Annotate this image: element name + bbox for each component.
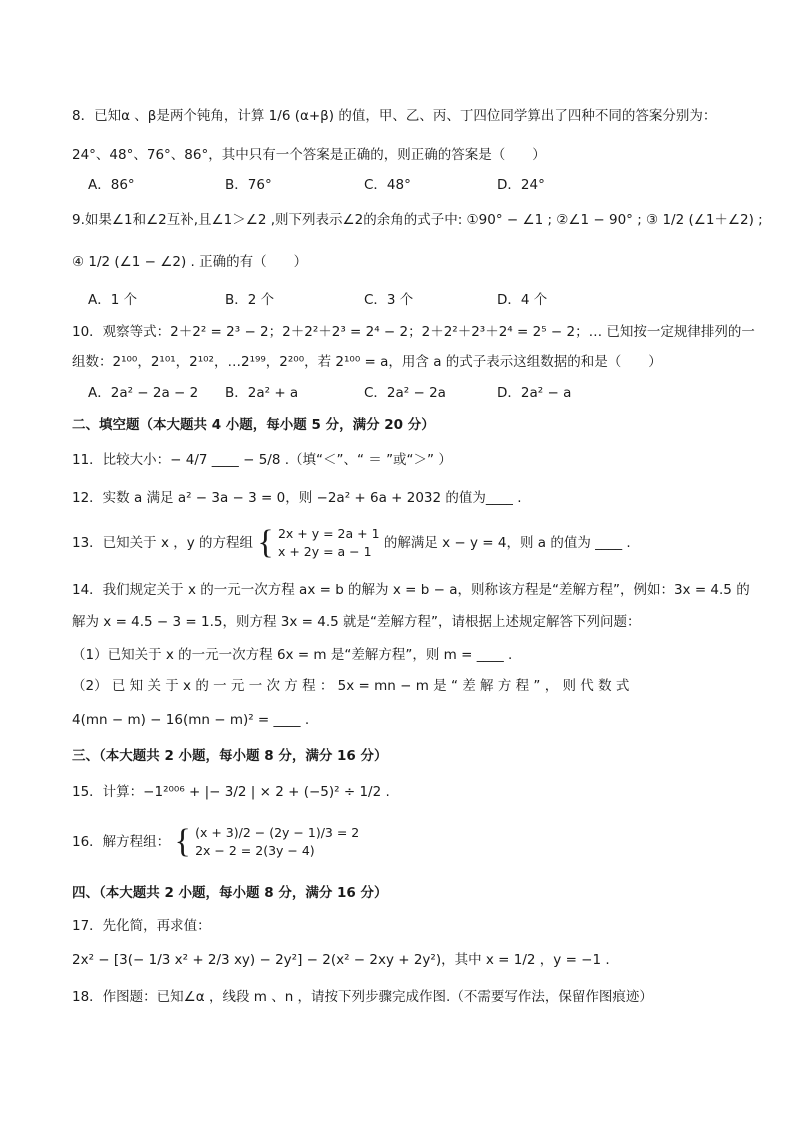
option-d: D．24° (497, 177, 545, 193)
equation-2: 2x − 2 = 2(3y − 4) (195, 843, 315, 858)
section-4-heading: 四、（本大题共 2 小题，每小题 8 分，满分 16 分） (72, 885, 388, 901)
equation-1: (x + 3)/2 − (2y − 1)/3 = 2 (195, 825, 360, 840)
equation-2: x + 2y = a − 1 (277, 544, 372, 559)
question-17-line-1: 17．先化简，再求值： (72, 918, 211, 934)
question-10-line-1: 10．观察等式：2＋2² = 2³ − 2；2＋2²＋2³ = 2⁴ − 2；2＋2²＋2³＋2⁴ = 2⁵ − 2；… 已知按一定规律排列的一 (72, 324, 755, 340)
question-13 (72, 523, 631, 563)
option-b: B．2a² + a (225, 385, 299, 401)
system-brace: { (174, 823, 191, 860)
question-8-line-1: 8．已知α 、β是两个钝角，计算 1/6 (α+β) 的值，甲、乙、丙、丁四位同学算出了四种不同的答案分别为： (72, 108, 717, 124)
option-c: C．3 个 (364, 292, 414, 308)
question-14-part-1: （1）已知关于 x 的一元一次方程 6x = m 是“差解方程”，则 m = ____ . (72, 647, 513, 663)
option-a: A．86° (88, 177, 135, 193)
question-10-options (88, 383, 728, 403)
section-3-heading: 三、（本大题共 2 小题，每小题 8 分，满分 16 分） (72, 748, 388, 764)
question-13-suffix: 的解满足 x − y = 4，则 a 的值为 ____ . (383, 535, 631, 551)
question-14-part-2-line-2: 4(mn − m) − 16(mn − m)² = ____ . (72, 712, 310, 728)
question-17-line-2: 2x² − [3(− 1/3 x² + 2/3 xy) − 2y²] − 2(x² − 2xy + 2y²)，其中 x = 1/2 ，y = −1 . (72, 952, 610, 968)
option-d: D．4 个 (497, 292, 548, 308)
question-14-part-2-line-1: （2） 已 知 关 于 x 的 一 元 一 次 方 程 ： 5x = mn − m 是 “ 差 解 方 程 ” ， 则 代 数 式 (72, 678, 630, 694)
question-18: 18．作图题：已知∠α ，线段 m 、n ，请按下列步骤完成作图.（不需要写作法，保留作图痕迹） (72, 989, 653, 1005)
option-a: A．2a² − 2a − 2 (88, 385, 199, 401)
option-c: C．48° (364, 177, 411, 193)
question-16 (72, 820, 359, 864)
question-15: 15．计算：−1²⁰⁰⁶ + |− 3/2 | × 2 + (−5)² ÷ 1/2 . (72, 784, 390, 800)
question-13-prefix: 13．已知关于 x ，y 的方程组 (72, 535, 254, 551)
option-b: B．76° (225, 177, 272, 193)
question-9-options (88, 290, 728, 310)
question-8-line-2: 24°、48°、76°、86°，其中只有一个答案是正确的，则正确的答案是（ ） (72, 147, 546, 163)
section-2-heading: 二、填空题（本大题共 4 小题，每小题 5 分，满分 20 分） (72, 417, 435, 433)
equation-system (278, 525, 380, 561)
system-brace: { (257, 524, 274, 561)
question-9-line-1: 9.如果∠1和∠2互补,且∠1＞∠2 ,则下列表示∠2的余角的式子中: ①90° − ∠1 ; ②∠1 − 90° ; ③ 1/2 (∠1＋∠2) ; (72, 212, 763, 228)
question-10-line-2: 组数：2¹⁰⁰，2¹⁰¹，2¹⁰²，…2¹⁹⁹，2²⁰⁰，若 2¹⁰⁰ = a，用含 a 的式子表示这组数据的和是（ ） (72, 354, 662, 370)
question-14-line-1: 14．我们规定关于 x 的一元一次方程 ax = b 的解为 x = b − a，则称该方程是“差解方程”，例如：3x = 4.5 的 (72, 582, 750, 598)
option-a: A．1 个 (88, 292, 138, 308)
question-9-line-2: ④ 1/2 (∠1 − ∠2) . 正确的有（ ） (72, 254, 308, 270)
question-16-prefix: 16．解方程组： (72, 834, 171, 850)
option-d: D．2a² − a (497, 385, 572, 401)
option-c: C．2a² − 2a (364, 385, 446, 401)
equation-system (195, 824, 359, 860)
question-8-options (88, 175, 728, 195)
question-12: 12．实数 a 满足 a² − 3a − 3 = 0，则 −2a² + 6a + 2032 的值为____ . (72, 490, 522, 506)
question-11: 11．比较大小：− 4/7 ____ − 5/8 .（填“＜”、“ ＝ ”或“＞” ） (72, 452, 452, 468)
equation-1: 2x + y = 2a + 1 (277, 526, 380, 541)
question-14-line-2: 解为 x = 4.5 − 3 = 1.5，则方程 3x = 4.5 就是“差解方程”，请根据上述规定解答下列问题： (72, 614, 641, 630)
option-b: B．2 个 (225, 292, 275, 308)
